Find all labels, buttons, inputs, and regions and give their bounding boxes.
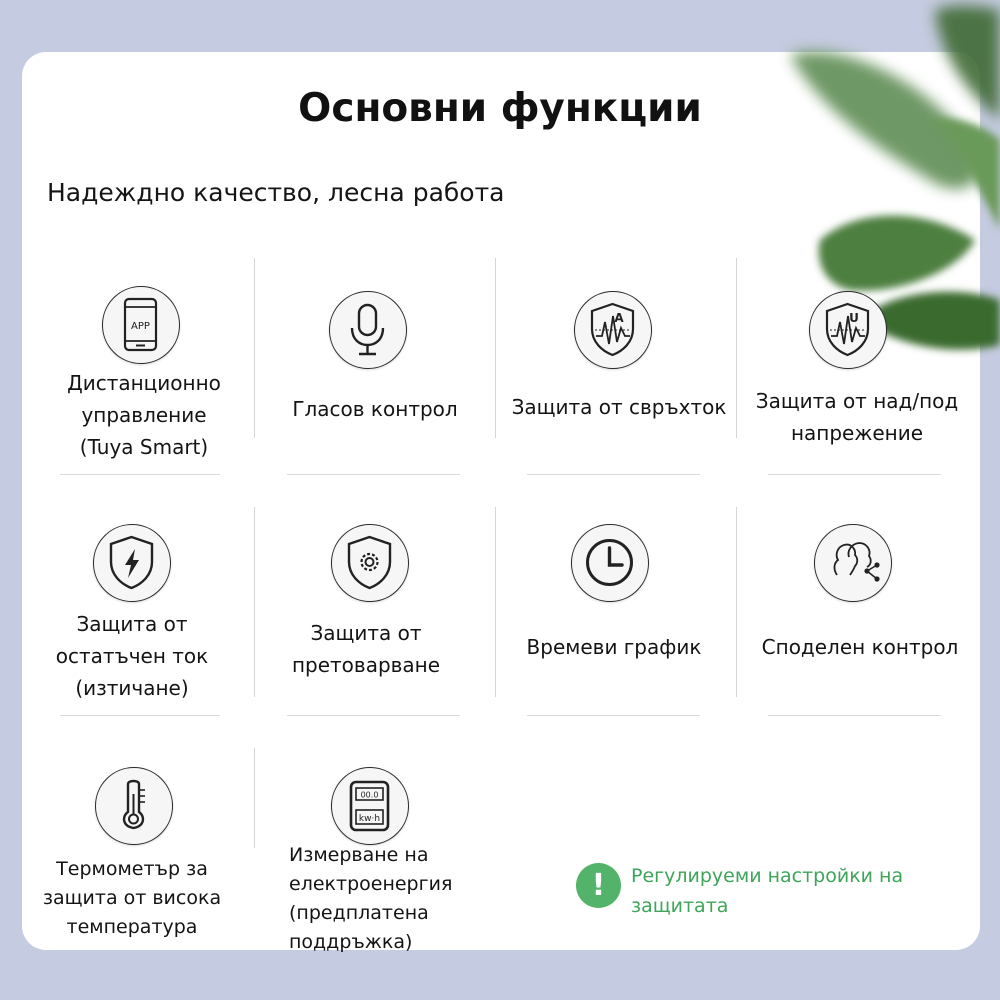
grid-divider [495,507,496,697]
thermometer-icon [95,767,173,845]
feature-label: Защита от свръхток [511,395,727,419]
grid-divider [527,474,700,475]
grid-divider [736,507,737,697]
microphone-icon [329,291,407,369]
shield-gear-icon [331,524,409,602]
svg-text:APP: APP [131,321,150,332]
svg-text:kw·h: kw·h [358,814,381,824]
feature-label: Гласов контрол [292,397,458,421]
grid-divider [495,258,496,438]
shield-voltage-icon [809,291,887,369]
svg-text:U: U [849,311,859,325]
grid-divider [736,258,737,438]
feature-label: Времеви график [526,635,702,659]
grid-divider [254,507,255,697]
feature-label: Споделен контрол [761,635,959,659]
shield-lightning-icon [93,524,171,602]
grid-divider [60,715,220,716]
grid-divider [254,258,255,438]
grid-divider [287,474,460,475]
page-subtitle: Надеждно качество, лесна работа [47,178,505,207]
grid-divider [287,715,460,716]
shared-users-icon [814,524,892,602]
svg-text:00.0: 00.0 [360,790,379,800]
feature-label: Защита от над/под напрежение [755,389,959,445]
smartphone-app-icon [102,286,180,364]
grid-divider [60,474,220,475]
feature-label: Термометър за защита от висока температура [42,858,222,938]
feature-label: Защита от остатъчен ток (изтичане) [55,612,209,700]
svg-text:A: A [614,311,624,325]
feature-label: Дистанционно управление (Tuya Smart) [67,371,221,459]
grid-divider [768,715,941,716]
grid-divider [254,748,255,848]
exclamation-icon: ! [576,863,621,908]
grid-divider [768,474,941,475]
clock-icon [571,524,649,602]
page-title: Основни функции [298,86,702,131]
protection-settings-note: Регулируеми настройки на защитата [631,865,904,917]
electricity-meter-icon [331,767,409,845]
grid-divider [527,715,700,716]
shield-current-icon [574,291,652,369]
feature-label: Измерване на електроенергия (предплатена поддръжка) [289,844,453,953]
feature-label: Защита от претоварване [291,621,441,677]
